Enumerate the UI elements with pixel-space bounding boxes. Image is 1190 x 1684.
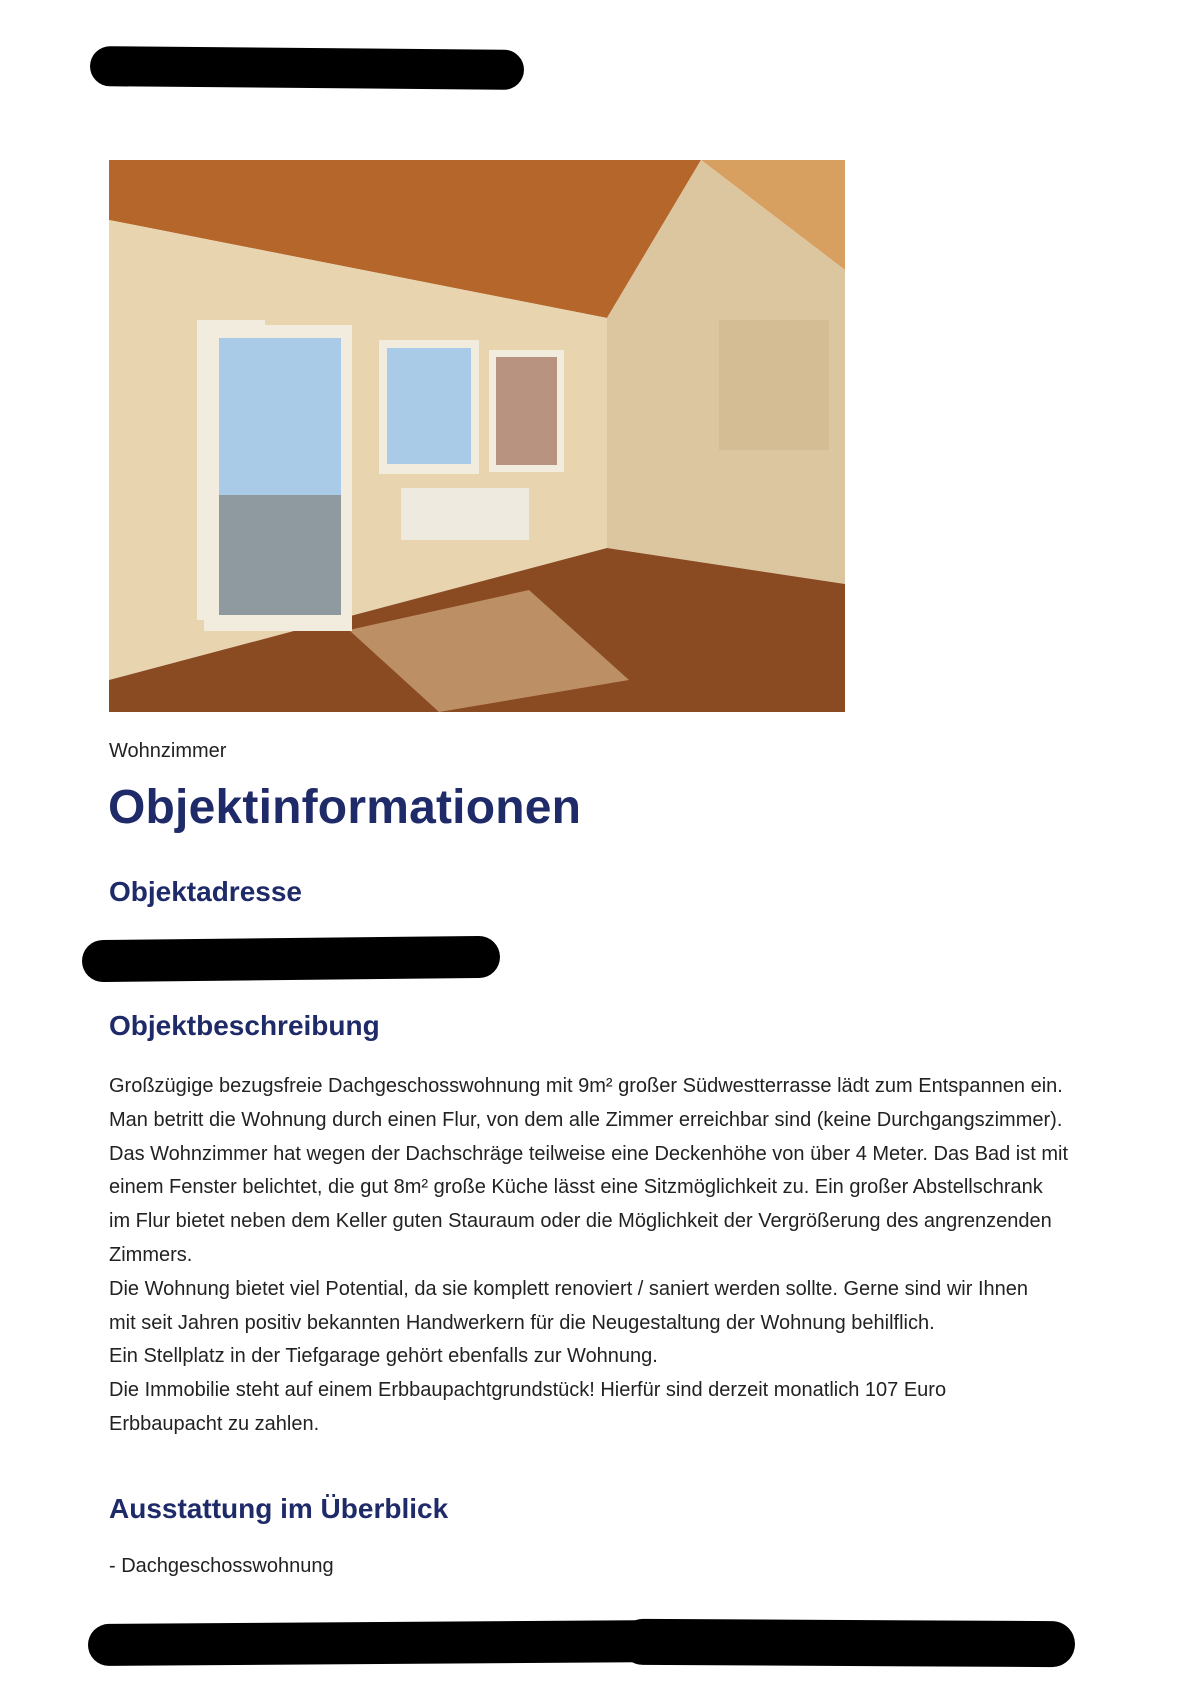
section-heading-features: Ausstattung im Überblick	[109, 1493, 449, 1524]
description-line: im Flur bietet neben dem Keller guten Stauraum oder die Möglichkeit der Vergrößerung des angrenzenden	[109, 1210, 1052, 1233]
feature-list-item: - Dachgeschosswohnung	[109, 1555, 334, 1577]
description-line: Ein Stellplatz in der Tiefgarage gehört ebenfalls zur Wohnung.	[109, 1345, 658, 1368]
description-line: Zimmers.	[109, 1243, 193, 1266]
description-line: einem Fenster belichtet, die gut 8m² große Küche lässt eine Sitzmöglichkeit zu. Ein großer Abstellschrank	[109, 1176, 1043, 1199]
redacted-footer-block	[620, 1619, 1075, 1667]
section-heading-address: Objektadresse	[109, 876, 302, 907]
living-room-photo	[109, 160, 845, 712]
description-line: Das Wohnzimmer hat wegen der Dachschräge teilweise eine Deckenhöhe von über 4 Meter. Das Bad ist mit	[109, 1142, 1068, 1165]
description-text	[109, 1070, 1109, 1442]
redacted-address-block	[82, 936, 500, 982]
page-title: Objektinformationen	[108, 781, 582, 834]
description-line: Die Immobilie steht auf einem Erbbaupachtgrundstück! Hierfür sind derzeit monatlich 107 Euro	[109, 1379, 947, 1402]
description-line: Erbbaupacht zu zahlen.	[109, 1412, 320, 1435]
section-heading-description: Objektbeschreibung	[109, 1010, 380, 1041]
description-line: Die Wohnung bietet viel Potential, da sie komplett renoviert / saniert werden sollte. Gerne sind wir Ihnen	[109, 1277, 1029, 1300]
description-line: Großzügige bezugsfreie Dachgeschosswohnung mit 9m² großer Südwestterrasse lädt zum Entspannen ein.	[109, 1075, 1063, 1097]
description-line: Man betritt die Wohnung durch einen Flur, von dem alle Zimmer erreichbar sind (keine Durchgangszimmer).	[109, 1108, 1063, 1131]
photo-caption: Wohnzimmer	[109, 740, 227, 762]
redacted-footer-block	[88, 1620, 678, 1666]
redacted-header-block	[90, 46, 524, 90]
description-line: mit seit Jahren positiv bekannten Handwerkern für die Neugestaltung der Wohnung behilflich.	[109, 1311, 935, 1334]
